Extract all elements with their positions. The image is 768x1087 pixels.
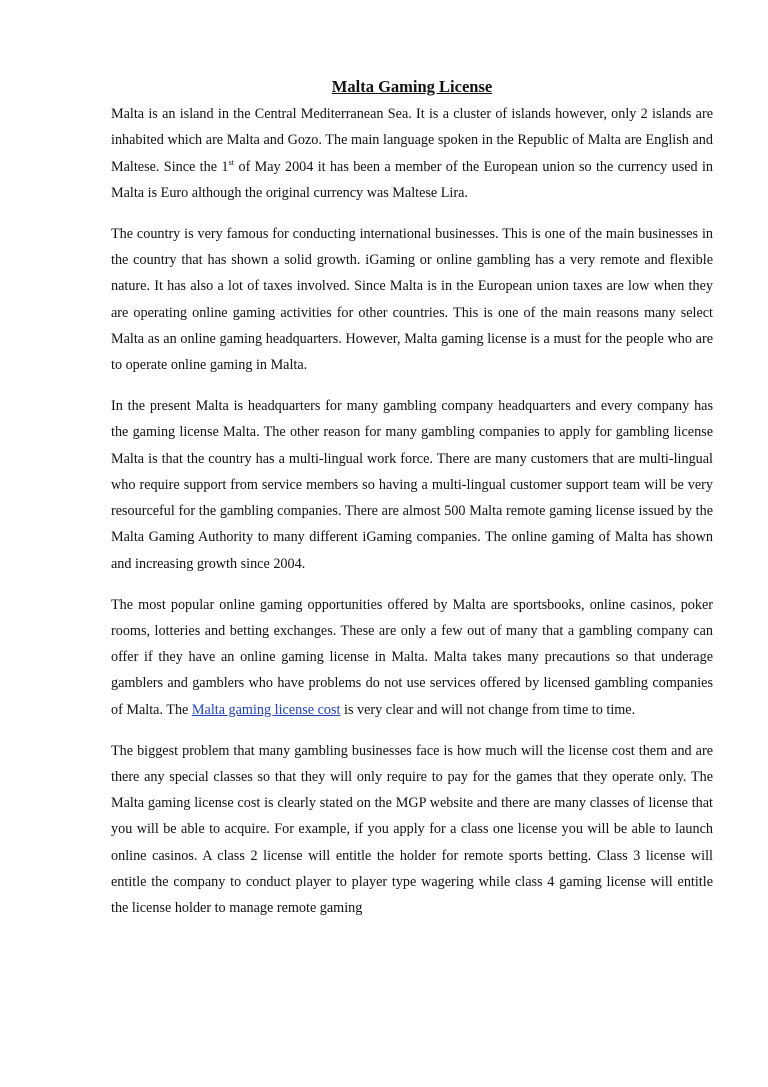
paragraph-1 bbox=[111, 101, 713, 206]
document-title: Malta Gaming License bbox=[331, 77, 493, 96]
paragraph-4-text-b: is very clear and will not change from time to time. bbox=[340, 701, 636, 718]
paragraph-5: The biggest problem that many gambling businesses face is how much will the license cost them and are there any special classes so that they will only require to pay for the games that they operate only. The Malta gaming license cost is clearly stated on the MGP website and there are many classes of license that you will be able to acquire. For example, if you apply for a class one license you will be able to launch online casinos. A class 2 license will entitle the holder for remote sports betting. Class 3 license will entitle the company to conduct player to player type wagering while class 4 gaming license will entitle the license holder to manage remote gaming bbox=[111, 742, 713, 917]
paragraph-4 bbox=[111, 592, 713, 723]
paragraph-1-text-a: Malta is an island in the Central Mediterranean Sea. It is a cluster of islands however, only 2 islands are inhabited which are Malta and Gozo. The main language spoken in the Republic of Malta are English and Maltese. Since the 1 bbox=[111, 106, 713, 175]
ordinal-superscript: st bbox=[228, 156, 235, 167]
license-cost-link[interactable]: Malta gaming license cost bbox=[191, 701, 341, 718]
paragraph-4-text-a: The most popular online gaming opportunities offered by Malta are sportsbooks, online casinos, poker rooms, lotteries and betting exchanges. These are only a few out of many that a gambling company can offer if they have an online gaming license in Malta. Malta takes many precautions so that underage gamblers and gamblers who have problems do not use services offered by licensed gambling companies of Malta. The bbox=[111, 596, 713, 718]
paragraph-1-text-b: of May 2004 it has been a member of the European union so the currency used in Malta is Euro although the original currency was Maltese Lira. bbox=[111, 158, 714, 201]
paragraph-2: The country is very famous for conducting international businesses. This is one of the main businesses in the country that has shown a solid growth. iGaming or online gambling has a very remote and flexible nature. It has also a lot of taxes involved. Since Malta is in the European union taxes are low when they are operating online gaming activities for other countries. This is one of the main reasons many select Malta as an online gaming headquarters. However, Malta gaming license is a must for the people who are to operate online gaming in Malta. bbox=[111, 225, 713, 374]
paragraph-3: In the present Malta is headquarters for many gambling company headquarters and every company has the gaming license Malta. The other reason for many gambling companies to apply for gambling license Malta is that the country has a multi-lingual work force. There are many customers that are multi-lingual who require support from service members so having a multi-lingual customer support team will be very resourceful for the gambling companies. There are almost 500 Malta remote gaming license issued by the Malta Gaming Authority to many different iGaming companies. The online gaming of Malta has shown and increasing growth since 2004. bbox=[111, 397, 713, 572]
document-page bbox=[111, 74, 713, 936]
